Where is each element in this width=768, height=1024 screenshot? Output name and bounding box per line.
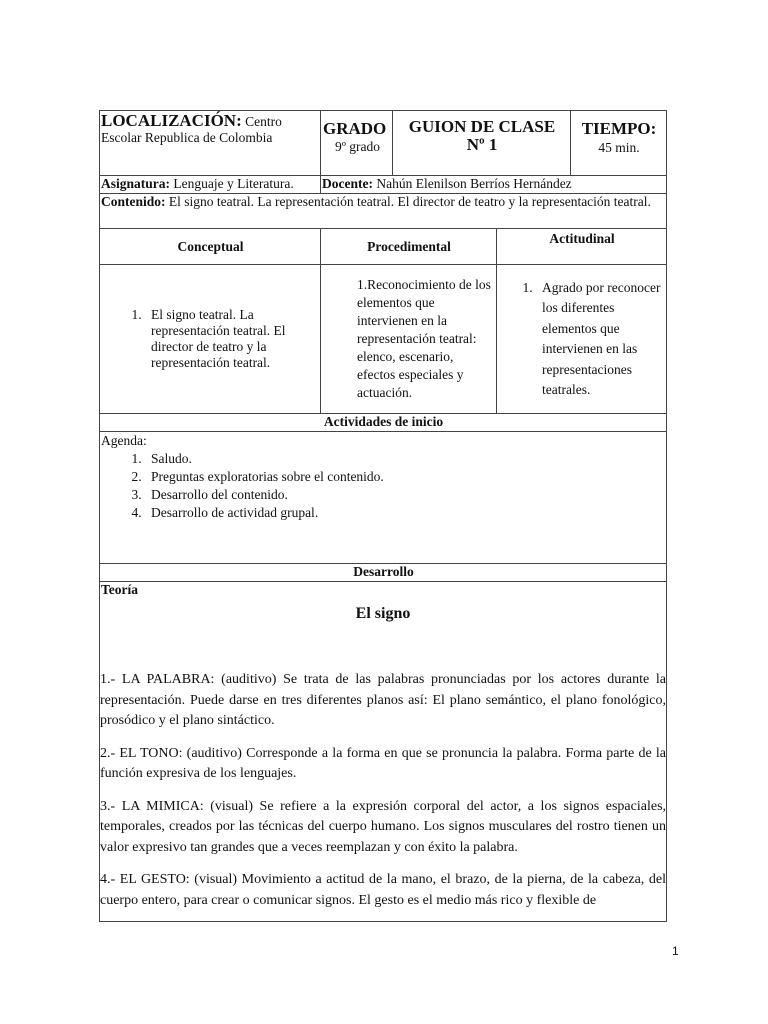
localizacion-cell xyxy=(100,111,321,176)
tiempo-value: 45 min. xyxy=(598,140,640,155)
docente-value: Nahún Elenilson Berríos Hernández xyxy=(376,176,572,191)
desarrollo-title-row xyxy=(100,564,667,582)
conceptual-list xyxy=(101,307,320,371)
agenda-item: 2. Preguntas exploratorias sobre el contenido. xyxy=(145,468,666,486)
contenido-row xyxy=(100,194,667,229)
grado-label: GRADO xyxy=(323,119,387,138)
signo-title: El signo xyxy=(355,605,411,622)
agenda-item: 3. Desarrollo del contenido. xyxy=(145,486,666,504)
procedimental-cell xyxy=(321,265,497,414)
inicio-title: Actividades de inicio xyxy=(100,414,667,432)
teoria-label: Teoría xyxy=(101,582,138,597)
page-number: 1 xyxy=(672,944,679,958)
asignatura-cell xyxy=(100,176,321,194)
agenda-label: Agenda: xyxy=(101,433,147,448)
desarrollo-body-row xyxy=(100,582,667,922)
agenda-item: 4. Desarrollo de actividad grupal. xyxy=(145,504,666,522)
conceptual-item: 1. El signo teatral. La representación teatral. El director de teatro y la representación teatral. xyxy=(145,307,320,371)
guion-title: GUION DE CLASE xyxy=(408,117,556,136)
docente-cell xyxy=(321,176,667,194)
procedimental-header: Procedimental xyxy=(321,229,497,265)
guion-cell xyxy=(393,111,571,176)
conceptual-cell xyxy=(100,265,321,414)
actitudinal-cell xyxy=(497,265,667,414)
lesson-plan-table xyxy=(99,110,667,922)
inicio-title-row xyxy=(100,414,667,432)
tiempo-label: TIEMPO: xyxy=(581,119,657,138)
inicio-body-row xyxy=(100,432,667,564)
procedimental-text: 1.Reconocimiento de los elementos que intervienen en la representación teatral: elenco, escenario, efectos especiales y actuación. xyxy=(357,277,491,400)
actitudinal-header: Actitudinal xyxy=(497,229,667,265)
localizacion-label: LOCALIZACIÓN: xyxy=(101,111,242,130)
docente-label: Docente: xyxy=(322,176,373,191)
actitudinal-item: 1. Agrado por reconocer los diferentes elementos que intervienen en las representaciones teatrales. xyxy=(536,278,666,401)
guion-number: Nº 1 xyxy=(466,135,498,154)
asignatura-label: Asignatura: xyxy=(101,176,171,191)
contenido-value: El signo teatral. La representación teatral. El director de teatro y la representación teatral. xyxy=(168,194,651,209)
theory-paragraph: 4.- EL GESTO: (visual) Movimiento a actitud de la mano, el brazo, de la pierna, de la cabeza, del cuerpo entero, para crear o comunicar signos. El gesto es el medio más rico y flexible de xyxy=(100,872,667,908)
column-headers-row xyxy=(100,229,667,265)
asignatura-row xyxy=(100,176,667,194)
localizacion-value: Centro Escolar Republica de Colombia xyxy=(101,114,282,145)
theory-paragraph: 3.- LA MIMICA: (visual) Se refiere a la expresión corporal del actor, a los signos espaciales, temporales, creados por las técnicas del cuerpo humano. Los signos musculares del rostro tienen un valor expresivo tan grandes que a veces reemplazan y con éxito la palabra. xyxy=(100,798,667,855)
desarrollo-cell xyxy=(100,582,667,922)
grado-value: 9º grado xyxy=(334,139,381,154)
theory-paragraph: 2.- EL TONO: (auditivo) Corresponde a la forma en que se pronuncia la palabra. Forma parte de la función expresiva de los lenguajes. xyxy=(100,745,667,781)
contenido-cell xyxy=(100,194,667,229)
actitudinal-list xyxy=(498,278,666,401)
desarrollo-title: Desarrollo xyxy=(100,564,667,582)
header-row xyxy=(100,111,667,176)
theory-paragraph: 1.- LA PALABRA: (auditivo) Se trata de las palabras pronunciadas por los actores durante la representación. Puede darse en tres diferentes planos así: El plano semántico, el plano fonológico, prosódico y el plano sintáctico. xyxy=(100,672,667,728)
conceptual-header: Conceptual xyxy=(100,229,321,265)
agenda-list xyxy=(101,450,666,522)
contenido-label: Contenido: xyxy=(101,194,166,209)
tiempo-cell xyxy=(571,111,667,176)
contents-row xyxy=(100,265,667,414)
grado-cell xyxy=(321,111,393,176)
agenda-item: 1. Saludo. xyxy=(145,450,666,468)
asignatura-value: Lenguaje y Literatura. xyxy=(173,176,294,191)
inicio-cell xyxy=(100,432,667,564)
